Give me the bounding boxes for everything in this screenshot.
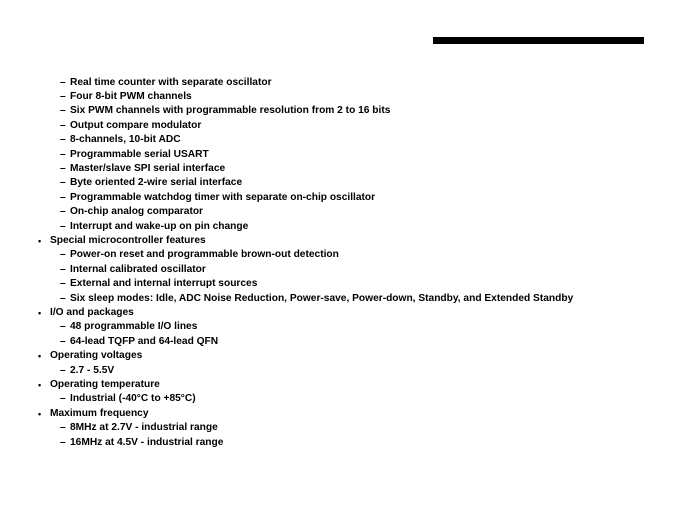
feature-text: 8MHz at 2.7V - industrial range (70, 422, 218, 434)
dash-icon: – (60, 422, 66, 434)
feature-text: Output compare modulator (70, 119, 202, 131)
feature-text: Programmable serial USART (70, 148, 209, 160)
feature-subitem (0, 292, 680, 306)
feature-list (0, 76, 680, 451)
feature-text: Byte oriented 2-wire serial interface (70, 177, 243, 189)
feature-subitem (0, 119, 680, 133)
feature-subitem (0, 248, 680, 262)
dash-icon: – (60, 105, 66, 117)
feature-text: I/O and packages (50, 307, 134, 318)
feature-text: Six PWM channels with programmable resolution from 2 to 16 bits (70, 105, 391, 117)
dash-icon: – (60, 436, 66, 448)
dash-icon: – (60, 393, 66, 405)
dash-icon: – (60, 278, 66, 290)
feature-text: 8-channels, 10-bit ADC (70, 134, 181, 146)
dash-icon: – (60, 335, 66, 347)
dash-icon: – (60, 321, 66, 333)
dash-icon: – (60, 263, 66, 275)
feature-text: 2.7 - 5.5V (70, 364, 115, 376)
dash-icon: – (60, 162, 66, 174)
feature-subitem (0, 148, 680, 162)
feature-subitem (0, 364, 680, 378)
bullet-icon: • (38, 408, 42, 419)
dash-icon: – (60, 206, 66, 218)
dash-icon: – (60, 220, 66, 232)
feature-subitem (0, 421, 680, 435)
feature-text: Operating temperature (50, 379, 160, 391)
dash-icon: – (60, 90, 66, 102)
feature-text: 48 programmable I/O lines (70, 321, 198, 333)
feature-text: Four 8-bit PWM channels (70, 90, 192, 102)
feature-subitem (0, 104, 680, 118)
feature-text: Six sleep modes: Idle, ADC Noise Reduction, Power-save, Power-down, Standby, and Extended Standby (70, 292, 574, 304)
dash-icon: – (60, 76, 66, 88)
dash-icon: – (60, 148, 66, 160)
feature-text: External and internal interrupt sources (70, 278, 258, 290)
feature-text: Special microcontroller features (50, 234, 206, 246)
bullet-icon: • (38, 380, 42, 391)
bullet-icon: • (38, 308, 42, 318)
feature-text: Operating voltages (50, 350, 143, 362)
feature-text: Programmable watchdog timer with separate on-chip oscillator (70, 191, 376, 203)
dash-icon: – (60, 292, 66, 304)
feature-subitem (0, 191, 680, 205)
feature-subitem (0, 162, 680, 176)
dash-icon: – (60, 364, 66, 376)
feature-heading (0, 378, 680, 392)
dash-icon: – (60, 177, 66, 189)
feature-heading (0, 234, 680, 248)
feature-text: Industrial (-40°C to +85°C) (70, 393, 196, 405)
feature-subitem (0, 205, 680, 219)
feature-text: Interrupt and wake-up on pin change (70, 220, 249, 232)
feature-heading (0, 306, 680, 320)
feature-subitem (0, 436, 680, 450)
feature-subitem (0, 220, 680, 234)
feature-text: 64-lead TQFP and 64-lead QFN (70, 335, 219, 347)
feature-text: Internal calibrated oscillator (70, 263, 206, 275)
feature-text: On-chip analog comparator (70, 206, 204, 218)
feature-text: Power-on reset and programmable brown-out detection (70, 249, 339, 261)
feature-subitem (0, 176, 680, 190)
feature-subitem (0, 392, 680, 406)
feature-text: Real time counter with separate oscillator (70, 76, 272, 88)
dash-icon: – (60, 134, 66, 146)
bullet-icon: • (38, 235, 42, 246)
dash-icon: – (60, 119, 66, 131)
feature-text: 16MHz at 4.5V - industrial range (70, 436, 224, 448)
feature-text: Master/slave SPI serial interface (70, 162, 226, 174)
bullet-icon: • (38, 351, 42, 362)
feature-subitem (0, 277, 680, 291)
feature-subitem (0, 90, 680, 104)
feature-subitem (0, 76, 680, 90)
feature-text: Maximum frequency (50, 407, 149, 419)
dash-icon: – (60, 191, 66, 203)
feature-heading (0, 349, 680, 363)
feature-heading (0, 407, 680, 421)
dash-icon: – (60, 249, 66, 261)
feature-subitem (0, 263, 680, 277)
feature-subitem (0, 320, 680, 334)
feature-subitem (0, 133, 680, 147)
feature-subitem (0, 335, 680, 349)
header-rule (433, 37, 644, 44)
